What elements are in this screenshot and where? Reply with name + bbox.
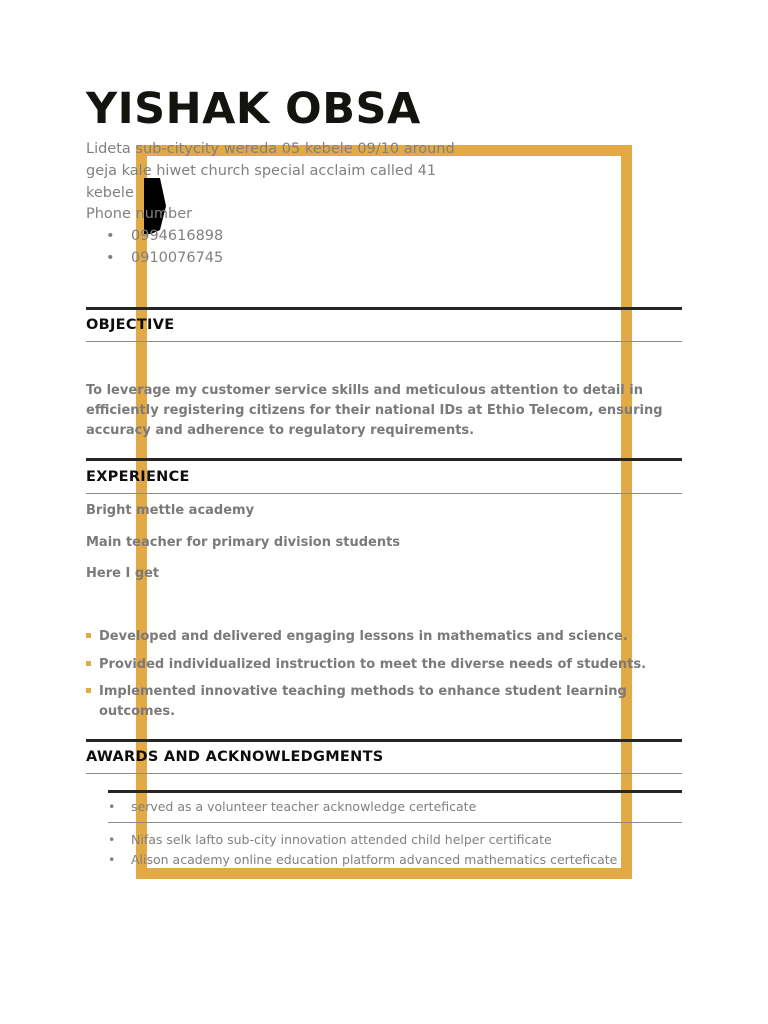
- phone-item: • 0910076745: [86, 248, 486, 270]
- bullet-icon: •: [108, 832, 116, 847]
- experience-intro: Here I get: [86, 566, 160, 581]
- awards-heading: AWARDS AND ACKNOWLEDGMENTS: [86, 749, 384, 765]
- contact-block: [86, 139, 486, 270]
- employer-name: Bright mettle academy: [86, 503, 255, 518]
- award-text: Alison academy online education platform advanced mathematics certeficate: [131, 852, 618, 867]
- section-divider: [86, 307, 682, 310]
- experience-bullet-list: [86, 627, 682, 730]
- award-divider: [108, 822, 682, 823]
- candidate-name: YISHAK OBSA: [86, 84, 421, 134]
- award-item: [86, 852, 617, 867]
- award-text: served as a volunteer teacher acknowledge certeficate: [131, 799, 477, 814]
- bullet-icon: •: [108, 799, 116, 814]
- phone-item: • 0994616898: [86, 226, 486, 248]
- objective-heading: OBJECTIVE: [86, 317, 175, 333]
- experience-bullet: Implemented innovative teaching methods to enhance student learning outcomes.: [86, 682, 682, 722]
- heading-underline: [86, 773, 682, 774]
- award-item: [86, 832, 552, 847]
- job-role: Main teacher for primary division students: [86, 535, 401, 550]
- address: Lideta sub-citycity wereda 05 kebele 09/10 around geja kale hiwet church special acclaim called 41 kebele: [86, 141, 455, 201]
- section-divider: [86, 739, 682, 742]
- experience-bullet: Provided individualized instruction to meet the diverse needs of students.: [86, 655, 682, 675]
- heading-underline: [86, 493, 682, 494]
- experience-heading: EXPERIENCE: [86, 469, 190, 485]
- bullet-icon: •: [108, 852, 116, 867]
- experience-bullet: Developed and delivered engaging lessons in mathematics and science.: [86, 627, 682, 647]
- award-divider: [108, 790, 682, 793]
- award-item: [86, 799, 476, 814]
- section-divider: [86, 458, 682, 461]
- objective-text: To leverage my customer service skills and meticulous attention to detail in efficiently registering citizens for their national IDs at Ethio Telecom, ensuring accuracy and adherence to regulatory requirements.: [86, 383, 663, 438]
- heading-underline: [86, 341, 682, 342]
- phone-list: [86, 226, 486, 270]
- phone-label: Phone number: [86, 206, 193, 223]
- award-text: Nifas selk lafto sub-city innovation attended child helper certificate: [131, 832, 552, 847]
